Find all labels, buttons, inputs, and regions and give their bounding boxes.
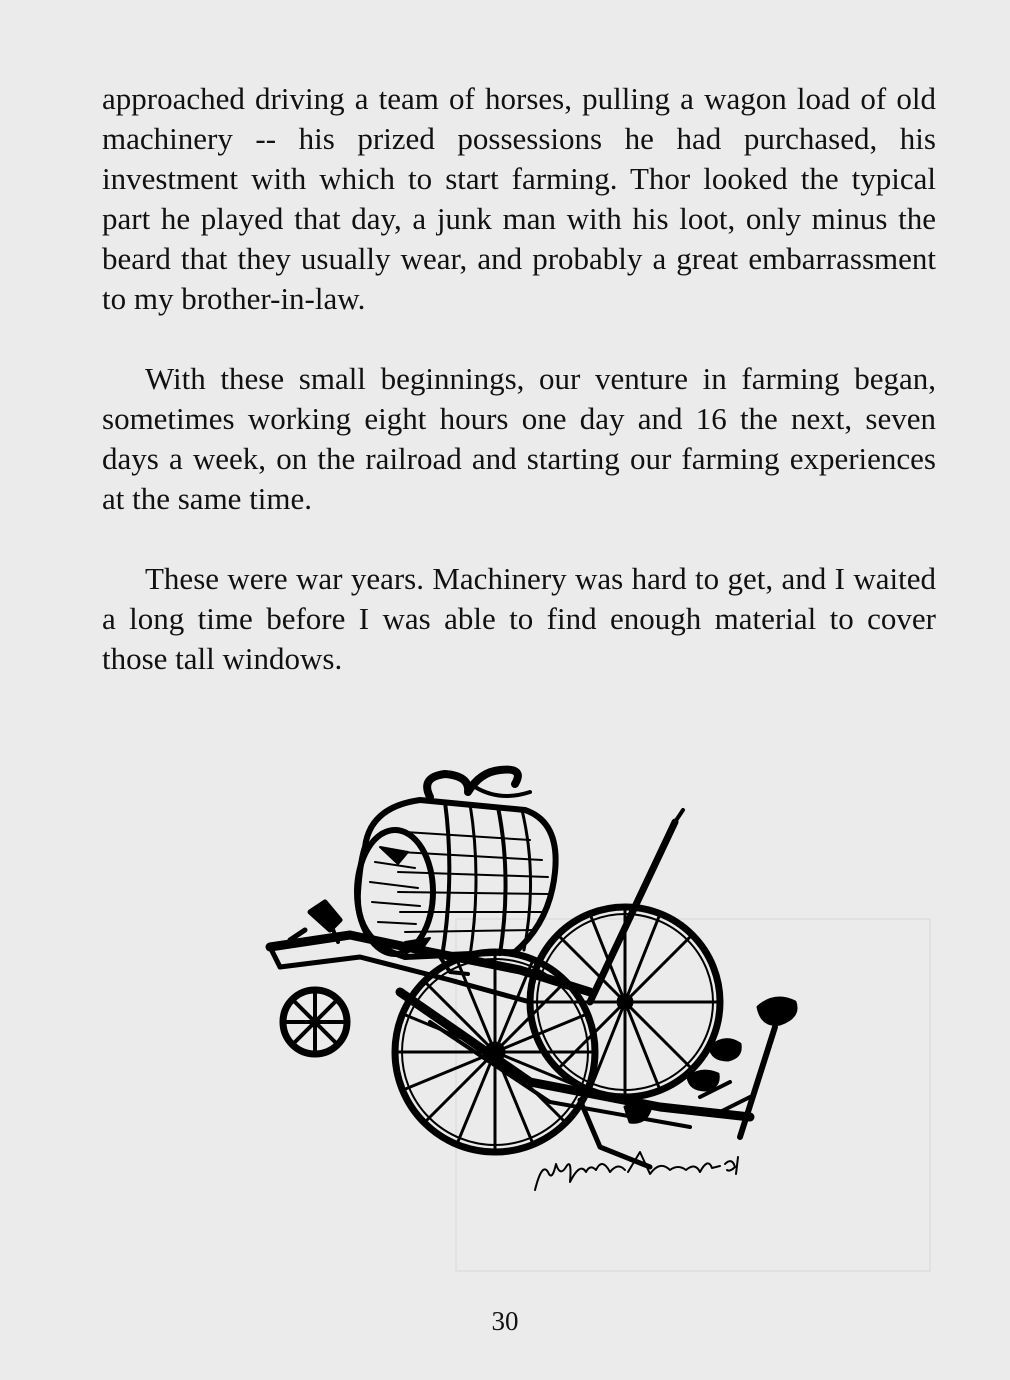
farm-machinery-illustration: [230, 752, 810, 1202]
artist-signature: [535, 1152, 738, 1190]
page-number: 30: [491, 1306, 519, 1336]
barrel: [357, 800, 556, 957]
rope-coil: [427, 770, 518, 797]
paragraph-2: With these small beginnings, our venture in farming began, sometimes working eight hours one day and 16 the next, seven days a week, on the railroad and starting our farming experiences at the same time.: [102, 361, 936, 516]
large-wheel-front: [395, 952, 595, 1152]
large-wheel-rear: [530, 907, 720, 1097]
small-wheel: [283, 990, 347, 1054]
paragraph-1: approached driving a team of horses, pulling a wagon load of old machinery -- his prized possessions he had purchased, his investment with which to start farming. Thor looked the typical part he played that day, a junk man with his loot, only minus the beard that they usually wear, and probably a great embarrassment to my brother-in-law.: [102, 81, 936, 316]
paragraph-3: These were war years. Machinery was hard to get, and I waited a long time before I was able to find enough material to cover those tall windows.: [102, 561, 936, 676]
